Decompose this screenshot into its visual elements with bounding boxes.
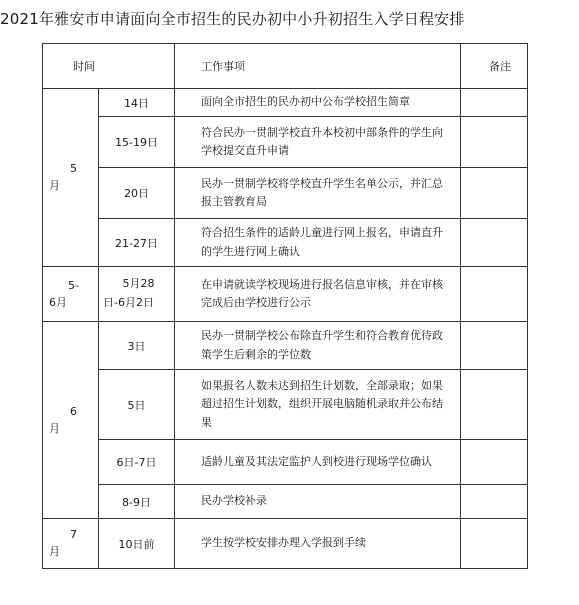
table-row	[43, 219, 528, 267]
month-unit: 月	[49, 421, 60, 435]
task-cell: 民办一贯制学校将学校直升学生名单公示，并汇总报主管教育局	[175, 168, 461, 219]
date-cell: 21-27日	[99, 219, 175, 267]
task-cell: 面向全市招生的民办初中公布学校招生简章	[175, 89, 461, 117]
table-row	[43, 117, 528, 168]
note-cell	[461, 89, 528, 117]
task-cell: 适龄儿童及其法定监护人到校进行现场学位确认	[175, 440, 461, 485]
month-number: 5	[70, 162, 77, 175]
header-time: 时间	[43, 44, 175, 89]
table-row	[43, 89, 528, 117]
month-cell	[43, 89, 99, 267]
date-cell: 8-9日	[99, 485, 175, 519]
task-cell: 在申请就读学校现场进行报名信息审核，并在审核完成后由学校进行公示	[175, 267, 461, 322]
table-row	[43, 519, 528, 569]
month-unit: 月	[49, 179, 60, 192]
date-cell: 6日-7日	[99, 440, 175, 485]
date-cell: 14日	[99, 89, 175, 117]
table-row	[43, 168, 528, 219]
date-cell: 10日前	[99, 519, 175, 569]
note-cell	[461, 322, 528, 370]
task-cell: 学生按学校安排办理入学报到手续	[175, 519, 461, 569]
header-row	[43, 44, 528, 89]
task-cell: 符合招生条件的适龄儿童进行网上报名，申请直升的学生进行网上确认	[175, 219, 461, 267]
note-cell	[461, 117, 528, 168]
month-cell	[43, 267, 99, 322]
table-row	[43, 370, 528, 440]
note-cell	[461, 519, 528, 569]
header-note: 备注	[461, 44, 528, 89]
date-line: 5月28	[122, 277, 155, 291]
month-number: 7	[70, 528, 77, 541]
month-number: 6	[70, 404, 77, 418]
month-cell	[43, 519, 99, 569]
table-row	[43, 440, 528, 485]
task-cell: 如果报名人数未达到招生计划数，全部录取；如果超过招生计划数，组织开展电脑随机录取并公布结果	[175, 370, 461, 440]
note-cell	[461, 168, 528, 219]
note-cell	[461, 485, 528, 519]
date-cell	[99, 267, 175, 322]
table-row	[43, 267, 528, 322]
header-task: 工作事项	[175, 44, 461, 89]
note-cell	[461, 440, 528, 485]
task-cell: 符合民办一贯制学校直升本校初中部条件的学生向学校提交直升申请	[175, 117, 461, 168]
task-cell: 民办一贯制学校公布除直升学生和符合教育优待政策学生后剩余的学位数	[175, 322, 461, 370]
month-number: 5-	[68, 278, 79, 292]
month-cell	[43, 322, 99, 519]
note-cell	[461, 370, 528, 440]
date-cell: 15-19日	[99, 117, 175, 168]
note-cell	[461, 219, 528, 267]
date-line: 日-6月2日	[103, 296, 154, 309]
table-row	[43, 322, 528, 370]
task-cell: 民办学校补录	[175, 485, 461, 519]
date-cell: 3日	[99, 322, 175, 370]
table-row	[43, 485, 528, 519]
date-cell: 20日	[99, 168, 175, 219]
month-unit: 月	[49, 545, 60, 558]
date-cell: 5日	[99, 370, 175, 440]
schedule-table	[42, 43, 528, 569]
note-cell	[461, 267, 528, 322]
month-unit: 6月	[49, 295, 67, 309]
page-title: 2021年雅安市申请面向全市招生的民办初中小升初招生入学日程安排	[0, 10, 465, 28]
